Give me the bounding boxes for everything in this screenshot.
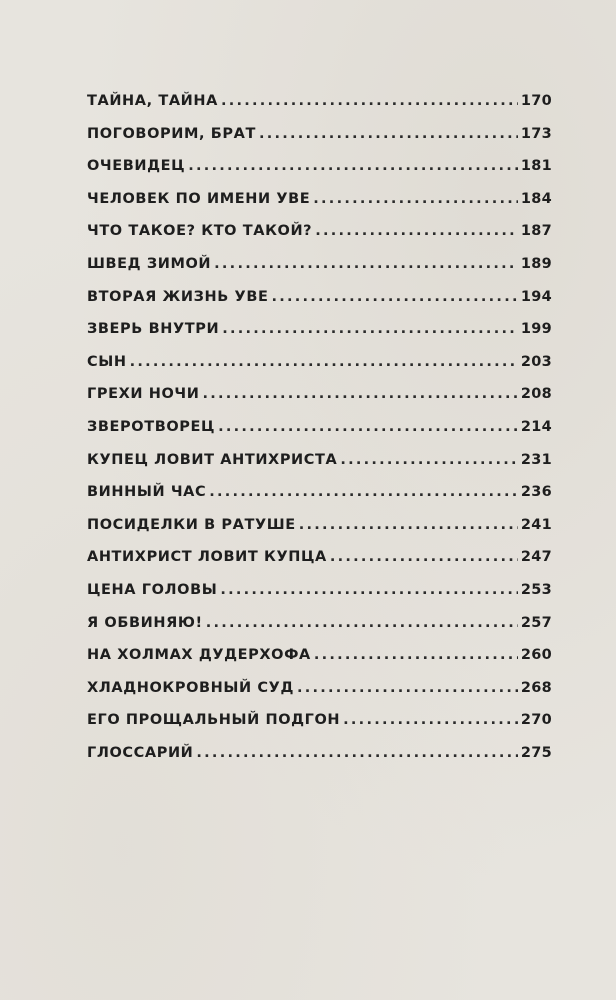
dot-leader (313, 191, 518, 207)
toc-entry-title: ВИННЫЙ ЧАС (87, 484, 207, 501)
dot-leader (297, 680, 518, 696)
toc-entry (87, 712, 552, 745)
toc-entry-title: ОЧЕВИДЕЦ (87, 158, 186, 175)
toc-entry-page: 241 (520, 516, 552, 533)
toc-entry-title: ВТОРАЯ ЖИЗНЬ УВЕ (87, 288, 269, 305)
dot-leader (130, 354, 518, 370)
toc-entry-page: 247 (520, 549, 552, 566)
toc-entry-title: НА ХОЛМАХ ДУДЕРХОФА (87, 647, 311, 664)
toc-entry-page: 236 (520, 484, 552, 501)
toc-entry-page: 214 (520, 418, 552, 435)
toc-entry (87, 158, 552, 191)
toc-entry-page: 203 (520, 353, 552, 370)
toc-entry (87, 549, 552, 582)
toc-entry-page: 260 (520, 647, 552, 664)
dot-leader (343, 712, 518, 728)
toc-entry (87, 615, 552, 648)
toc-entry-page: 253 (520, 581, 552, 598)
toc-entry (87, 354, 552, 387)
toc-entry-title: ЦЕНА ГОЛОВЫ (87, 581, 218, 598)
toc-entry-page: 173 (520, 125, 552, 142)
toc-entry-page: 184 (520, 190, 552, 207)
toc-entry (87, 386, 552, 419)
dot-leader (340, 452, 517, 468)
toc-entry-page: 231 (520, 451, 552, 468)
toc-entry-page: 257 (520, 614, 552, 631)
toc-entry-title: Я ОБВИНЯЮ! (87, 614, 203, 631)
toc-entry-title: ЗВЕРОТВОРЕЦ (87, 418, 216, 435)
toc-entry-title: ХЛАДНОКРОВНЫЙ СУД (87, 679, 294, 696)
toc-entry (87, 582, 552, 615)
dot-leader (272, 289, 518, 305)
toc-entry-title: ПОСИДЕЛКИ В РАТУШЕ (87, 516, 296, 533)
toc-entry-title: ГРЕХИ НОЧИ (87, 386, 200, 403)
toc-entry (87, 647, 552, 680)
toc-entry-page: 275 (520, 744, 552, 761)
dot-leader (222, 321, 518, 337)
dot-leader (259, 126, 518, 142)
toc-entry-title: ЕГО ПРОЩАЛЬНЫЙ ПОДГОН (87, 712, 341, 729)
toc-entry-page: 189 (520, 255, 552, 272)
toc-entry-page: 194 (520, 288, 552, 305)
toc-entry-page: 208 (520, 386, 552, 403)
table-of-contents (87, 93, 552, 777)
toc-entry-title: ЧЕЛОВЕК ПО ИМЕНИ УВЕ (87, 190, 311, 207)
toc-entry-title: АНТИХРИСТ ЛОВИТ КУПЦА (87, 549, 327, 566)
dot-leader (330, 549, 518, 565)
toc-entry (87, 680, 552, 713)
toc-entry-title: ШВЕД ЗИМОЙ (87, 255, 212, 272)
toc-entry (87, 321, 552, 354)
toc-entry (87, 256, 552, 289)
dot-leader (220, 582, 517, 598)
toc-entry-title: ПОГОВОРИМ, БРАТ (87, 125, 256, 142)
dot-leader (214, 256, 518, 272)
toc-entry (87, 289, 552, 322)
toc-entry-title: СЫН (87, 353, 127, 370)
toc-entry-page: 187 (520, 223, 552, 240)
toc-entry (87, 745, 552, 778)
toc-entry (87, 126, 552, 159)
toc-entry-page: 170 (520, 93, 552, 109)
toc-entry (87, 452, 552, 485)
toc-entry (87, 419, 552, 452)
dot-leader (206, 615, 518, 631)
toc-entry-title: ЗВЕРЬ ВНУТРИ (87, 321, 220, 338)
toc-entry-title: ЧТО ТАКОЕ? КТО ТАКОЙ? (87, 223, 313, 240)
dot-leader (221, 93, 518, 109)
dot-leader (209, 484, 518, 500)
toc-entry (87, 93, 552, 126)
toc-entry (87, 517, 552, 550)
dot-leader (196, 745, 517, 761)
dot-leader (314, 647, 518, 663)
dot-leader (299, 517, 518, 533)
toc-entry-title: ГЛОССАРИЙ (87, 744, 194, 761)
dot-leader (218, 419, 518, 435)
toc-entry-page: 270 (520, 712, 552, 729)
dot-leader (202, 386, 517, 402)
toc-entry-title: КУПЕЦ ЛОВИТ АНТИХРИСТА (87, 451, 338, 468)
dot-leader (315, 223, 518, 239)
toc-entry-title: ТАЙНА, ТАЙНА (87, 93, 218, 109)
toc-entry-page: 268 (520, 679, 552, 696)
toc-entry-page: 199 (520, 321, 552, 338)
toc-entry (87, 191, 552, 224)
toc-entry (87, 484, 552, 517)
toc-entry-page: 181 (520, 158, 552, 175)
dot-leader (188, 158, 518, 174)
toc-entry (87, 223, 552, 256)
